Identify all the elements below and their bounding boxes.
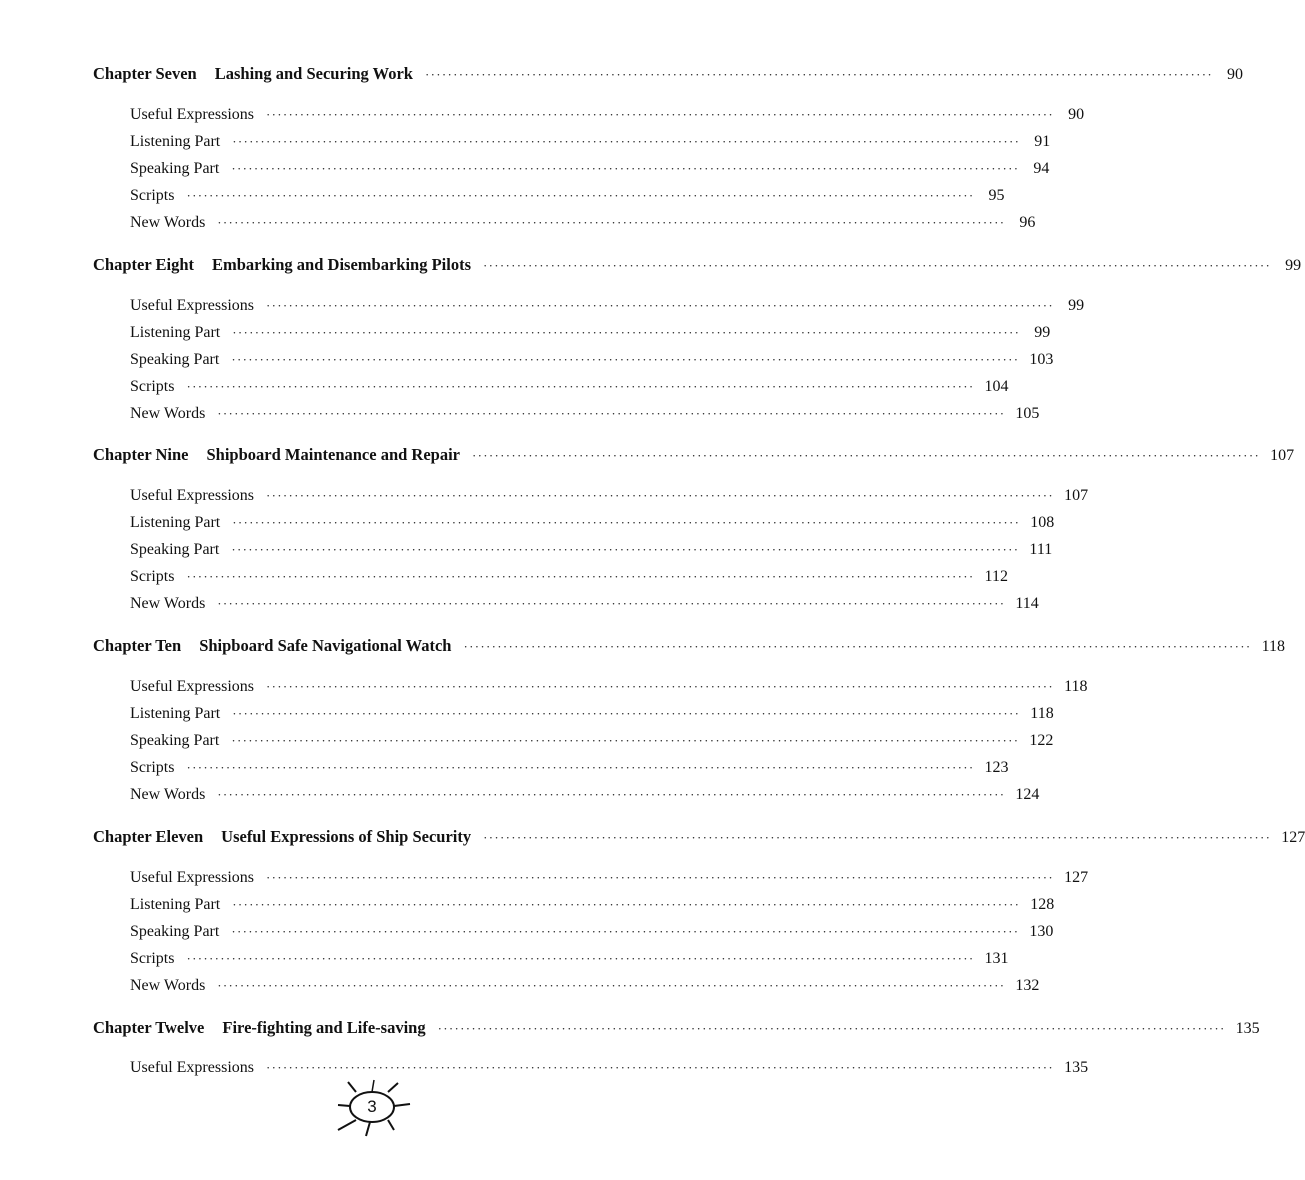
- section-page: 124: [1015, 786, 1040, 803]
- dot-leader: ············································································································································: [217, 406, 1006, 421]
- chapter-entry[interactable]: [93, 255, 1302, 276]
- section-title: Scripts: [130, 568, 175, 585]
- section-entry[interactable]: [130, 976, 1040, 996]
- dot-leader: ············································································································································: [231, 161, 1020, 176]
- chapter-title: Lashing and Securing Work: [214, 64, 413, 83]
- chapter-label: Chapter Seven: [93, 64, 197, 83]
- dot-leader: ············································································································································: [217, 596, 1006, 611]
- chapter-page: 127: [1281, 829, 1305, 846]
- dot-leader: ············································································································································: [217, 978, 1006, 993]
- dot-leader: ············································································································································: [232, 706, 1021, 721]
- dot-leader: ············································································································································: [265, 679, 1055, 694]
- section-title: New Words: [130, 977, 206, 994]
- section-page: 118: [1030, 705, 1054, 722]
- dot-leader: ············································································································································: [217, 215, 1006, 230]
- section-page: 127: [1064, 869, 1089, 886]
- chapter-entry[interactable]: [93, 445, 1295, 466]
- section-page: 94: [1033, 160, 1050, 177]
- chapter-page: 107: [1270, 447, 1295, 464]
- chapter-label: Chapter Twelve: [93, 1018, 205, 1037]
- chapter-page: 118: [1261, 638, 1285, 655]
- section-entry[interactable]: [130, 540, 1053, 560]
- chapter-page: 135: [1235, 1020, 1260, 1037]
- section-entry[interactable]: [130, 594, 1039, 614]
- section-title: Useful Expressions: [130, 1059, 254, 1076]
- dot-leader: ············································································································································: [232, 897, 1021, 912]
- section-title: Useful Expressions: [130, 869, 254, 886]
- section-entry[interactable]: [130, 186, 1005, 206]
- chapter-label: Chapter Eight: [93, 255, 194, 274]
- section-title: New Words: [130, 595, 206, 612]
- section-title: New Words: [130, 214, 206, 231]
- section-page: 103: [1029, 351, 1054, 368]
- section-entry[interactable]: [130, 704, 1054, 724]
- dot-leader: ············································································································································: [186, 379, 975, 394]
- section-page: 107: [1064, 487, 1089, 504]
- section-page: 90: [1068, 106, 1085, 123]
- chapter-title: Useful Expressions of Ship Security: [221, 827, 472, 846]
- dot-leader: ············································································································································: [186, 188, 975, 203]
- dot-leader: ············································································································································: [231, 733, 1020, 748]
- dot-leader: ············································································································································: [265, 1060, 1055, 1075]
- chapter-title: Shipboard Safe Navigational Watch: [199, 636, 452, 655]
- section-title: New Words: [130, 786, 206, 803]
- section-entry[interactable]: [130, 731, 1054, 751]
- section-entry[interactable]: [130, 895, 1055, 915]
- section-entry[interactable]: [130, 758, 1009, 778]
- dot-leader: ············································································································································: [186, 569, 975, 584]
- dot-leader: ············································································································································: [217, 787, 1006, 802]
- chapter-label: Chapter Eleven: [93, 827, 204, 846]
- dot-leader: ············································································································································: [231, 352, 1020, 367]
- section-entry[interactable]: [130, 677, 1088, 697]
- section-entry[interactable]: [130, 922, 1054, 942]
- chapter-entry[interactable]: [93, 827, 1305, 848]
- section-entry[interactable]: [130, 105, 1085, 125]
- chapter-entry[interactable]: [93, 636, 1285, 657]
- chapter-label: Chapter Nine: [93, 445, 189, 464]
- dot-leader: ············································································································································: [265, 488, 1055, 503]
- section-page: 96: [1019, 214, 1036, 231]
- section-page: 130: [1029, 923, 1054, 940]
- section-page: 99: [1034, 324, 1051, 341]
- chapter-label: Chapter Ten: [93, 636, 182, 655]
- section-title: Useful Expressions: [130, 487, 254, 504]
- section-entry[interactable]: [130, 513, 1055, 533]
- section-page: 114: [1015, 595, 1039, 612]
- section-page: 118: [1064, 678, 1088, 695]
- section-entry[interactable]: [130, 132, 1051, 152]
- dot-leader: ············································································································································: [186, 951, 975, 966]
- dot-leader: ············································································································································: [437, 1021, 1226, 1036]
- section-page: 122: [1029, 732, 1054, 749]
- chapter-title: Fire-fighting and Life-saving: [222, 1018, 426, 1037]
- dot-leader: ············································································································································: [186, 760, 975, 775]
- section-entry[interactable]: [130, 949, 1009, 969]
- section-title: Useful Expressions: [130, 297, 254, 314]
- dot-leader: ············································································································································: [483, 258, 1272, 273]
- section-page: 131: [984, 950, 1009, 967]
- dot-leader: ············································································································································: [265, 870, 1055, 885]
- section-title: Scripts: [130, 759, 175, 776]
- section-title: Listening Part: [130, 133, 221, 150]
- section-page: 132: [1015, 977, 1040, 994]
- section-title: Scripts: [130, 950, 175, 967]
- dot-leader: ············································································································································: [231, 924, 1020, 939]
- section-title: Listening Part: [130, 896, 221, 913]
- section-page: 135: [1064, 1059, 1089, 1076]
- section-title: Scripts: [130, 378, 175, 395]
- chapter-page: 90: [1227, 66, 1244, 83]
- chapter-entry[interactable]: [93, 64, 1244, 85]
- section-entry[interactable]: [130, 377, 1009, 397]
- dot-leader: ············································································································································: [232, 134, 1021, 149]
- section-page: 123: [984, 759, 1009, 776]
- section-entry[interactable]: [130, 1058, 1089, 1078]
- page-number-footer: [330, 1078, 420, 1138]
- dot-leader: ············································································································································: [265, 107, 1055, 122]
- section-title: Listening Part: [130, 514, 221, 531]
- section-page: 128: [1030, 896, 1055, 913]
- section-entry[interactable]: [130, 868, 1089, 888]
- chapter-page: 99: [1285, 257, 1302, 274]
- section-page: 104: [984, 378, 1009, 395]
- dot-leader: ············································································································································: [231, 542, 1020, 557]
- section-page: 111: [1029, 541, 1053, 558]
- dot-leader: ············································································································································: [424, 67, 1214, 82]
- section-title: New Words: [130, 405, 206, 422]
- page-number: 3: [367, 1097, 377, 1116]
- section-entry[interactable]: [130, 296, 1085, 316]
- dot-leader: ············································································································································: [232, 515, 1021, 530]
- section-entry[interactable]: [130, 785, 1040, 805]
- section-page: 112: [984, 568, 1008, 585]
- section-page: 95: [988, 187, 1005, 204]
- section-title: Useful Expressions: [130, 678, 254, 695]
- section-entry[interactable]: [130, 486, 1089, 506]
- dot-leader: ············································································································································: [483, 830, 1272, 845]
- section-entry[interactable]: [130, 404, 1040, 424]
- section-title: Speaking Part: [130, 732, 220, 749]
- section-title: Listening Part: [130, 705, 221, 722]
- dot-leader: ············································································································································: [463, 639, 1252, 654]
- section-entry[interactable]: [130, 323, 1051, 343]
- chapter-entry[interactable]: [93, 1018, 1260, 1039]
- section-title: Listening Part: [130, 324, 221, 341]
- section-title: Speaking Part: [130, 160, 220, 177]
- section-entry[interactable]: [130, 159, 1050, 179]
- section-entry[interactable]: [130, 350, 1054, 370]
- section-entry[interactable]: [130, 567, 1008, 587]
- section-page: 108: [1030, 514, 1055, 531]
- section-page: 99: [1068, 297, 1085, 314]
- dot-leader: ············································································································································: [472, 448, 1261, 463]
- section-title: Speaking Part: [130, 541, 220, 558]
- section-title: Speaking Part: [130, 923, 220, 940]
- dot-leader: ············································································································································: [232, 325, 1021, 340]
- section-entry[interactable]: [130, 213, 1036, 233]
- chapter-title: Embarking and Disembarking Pilots: [212, 255, 472, 274]
- section-page: 91: [1034, 133, 1051, 150]
- section-title: Useful Expressions: [130, 106, 254, 123]
- section-title: Speaking Part: [130, 351, 220, 368]
- dot-leader: ············································································································································: [265, 298, 1055, 313]
- chapter-title: Shipboard Maintenance and Repair: [206, 445, 460, 464]
- section-title: Scripts: [130, 187, 175, 204]
- section-page: 105: [1015, 405, 1040, 422]
